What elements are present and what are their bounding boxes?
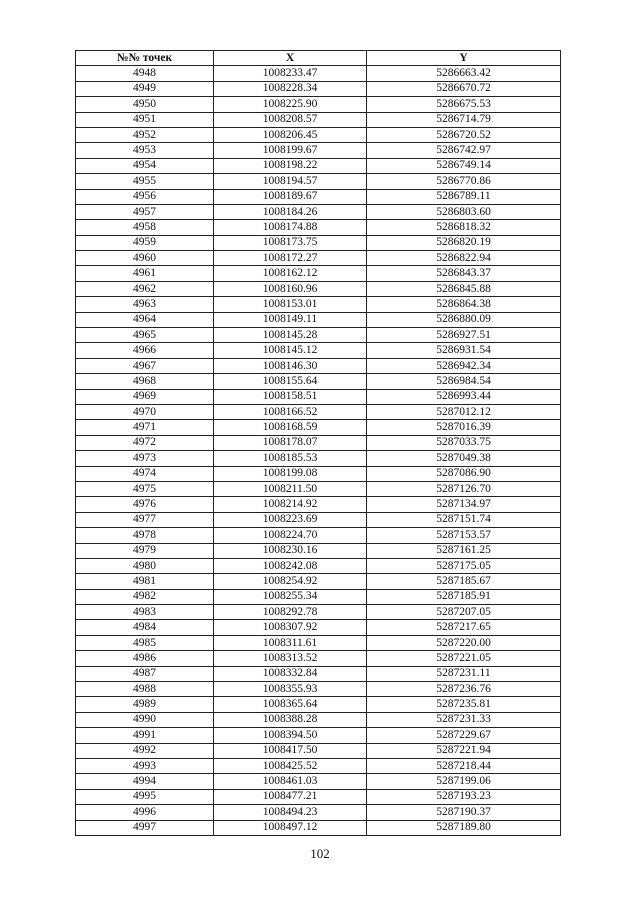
header-point-number: №№ точек — [76, 51, 214, 66]
cell-point-number: 4983 — [76, 605, 214, 620]
table-row — [76, 220, 561, 235]
table-row — [76, 328, 561, 343]
cell-point-number: 4963 — [76, 297, 214, 312]
cell-point-number: 4964 — [76, 312, 214, 327]
table-row — [76, 281, 561, 296]
cell-x: 1008307.92 — [214, 620, 367, 635]
cell-x: 1008254.92 — [214, 574, 367, 589]
cell-point-number: 4961 — [76, 266, 214, 281]
cell-point-number: 4986 — [76, 651, 214, 666]
table-row — [76, 420, 561, 435]
cell-point-number: 4994 — [76, 774, 214, 789]
cell-point-number: 4968 — [76, 374, 214, 389]
cell-y: 5287236.76 — [367, 682, 561, 697]
cell-point-number: 4991 — [76, 728, 214, 743]
cell-point-number: 4980 — [76, 558, 214, 573]
cell-x: 1008158.51 — [214, 389, 367, 404]
cell-y: 5286675.53 — [367, 97, 561, 112]
cell-x: 1008189.67 — [214, 189, 367, 204]
table-row — [76, 204, 561, 219]
cell-x: 1008166.52 — [214, 404, 367, 419]
cell-y: 5287151.74 — [367, 512, 561, 527]
table-row — [76, 666, 561, 681]
cell-y: 5286803.60 — [367, 204, 561, 219]
cell-y: 5286822.94 — [367, 251, 561, 266]
cell-y: 5286984.54 — [367, 374, 561, 389]
cell-x: 1008242.08 — [214, 558, 367, 573]
table-row — [76, 389, 561, 404]
cell-y: 5287193.23 — [367, 789, 561, 804]
cell-x: 1008224.70 — [214, 528, 367, 543]
cell-x: 1008178.07 — [214, 435, 367, 450]
cell-point-number: 4982 — [76, 589, 214, 604]
table-row — [76, 112, 561, 127]
cell-point-number: 4987 — [76, 666, 214, 681]
cell-y: 5287161.25 — [367, 543, 561, 558]
cell-point-number: 4960 — [76, 251, 214, 266]
cell-point-number: 4985 — [76, 635, 214, 650]
table-row — [76, 697, 561, 712]
cell-y: 5286670.72 — [367, 81, 561, 96]
cell-x: 1008160.96 — [214, 281, 367, 296]
table-row — [76, 528, 561, 543]
cell-point-number: 4974 — [76, 466, 214, 481]
table-row — [76, 343, 561, 358]
cell-y: 5286864.38 — [367, 297, 561, 312]
cell-y: 5287033.75 — [367, 435, 561, 450]
cell-y: 5287221.94 — [367, 743, 561, 758]
page-number: 102 — [310, 846, 330, 861]
cell-point-number: 4953 — [76, 143, 214, 158]
cell-point-number: 4978 — [76, 528, 214, 543]
cell-point-number: 4962 — [76, 281, 214, 296]
cell-y: 5287126.70 — [367, 481, 561, 496]
cell-y: 5287190.37 — [367, 805, 561, 820]
cell-y: 5286749.14 — [367, 158, 561, 173]
cell-y: 5286789.11 — [367, 189, 561, 204]
table-row — [76, 682, 561, 697]
table-row — [76, 481, 561, 496]
cell-x: 1008153.01 — [214, 297, 367, 312]
cell-x: 1008388.28 — [214, 712, 367, 727]
cell-y: 5287217.65 — [367, 620, 561, 635]
cell-x: 1008206.45 — [214, 127, 367, 142]
cell-y: 5287231.33 — [367, 712, 561, 727]
cell-x: 1008174.88 — [214, 220, 367, 235]
cell-x: 1008228.34 — [214, 81, 367, 96]
cell-point-number: 4993 — [76, 758, 214, 773]
cell-y: 5286843.37 — [367, 266, 561, 281]
cell-point-number: 4984 — [76, 620, 214, 635]
cell-x: 1008162.12 — [214, 266, 367, 281]
cell-point-number: 4967 — [76, 358, 214, 373]
cell-y: 5287221.05 — [367, 651, 561, 666]
table-row — [76, 651, 561, 666]
cell-y: 5286714.79 — [367, 112, 561, 127]
cell-point-number: 4976 — [76, 497, 214, 512]
table-row — [76, 758, 561, 773]
cell-x: 1008292.78 — [214, 605, 367, 620]
cell-point-number: 4975 — [76, 481, 214, 496]
cell-x: 1008185.53 — [214, 451, 367, 466]
table-row — [76, 81, 561, 96]
cell-x: 1008230.16 — [214, 543, 367, 558]
cell-x: 1008233.47 — [214, 66, 367, 81]
cell-x: 1008332.84 — [214, 666, 367, 681]
cell-y: 5287229.67 — [367, 728, 561, 743]
cell-x: 1008172.27 — [214, 251, 367, 266]
cell-x: 1008199.08 — [214, 466, 367, 481]
cell-y: 5287207.05 — [367, 605, 561, 620]
cell-x: 1008184.26 — [214, 204, 367, 219]
cell-point-number: 4989 — [76, 697, 214, 712]
cell-y: 5286720.52 — [367, 127, 561, 142]
table-row — [76, 558, 561, 573]
cell-y: 5286927.51 — [367, 328, 561, 343]
cell-y: 5287175.05 — [367, 558, 561, 573]
table-row — [76, 127, 561, 142]
cell-x: 1008311.61 — [214, 635, 367, 650]
table-row — [76, 466, 561, 481]
table-row — [76, 574, 561, 589]
cell-point-number: 4973 — [76, 451, 214, 466]
table-row — [76, 635, 561, 650]
cell-y: 5287049.38 — [367, 451, 561, 466]
table-row — [76, 712, 561, 727]
table-row — [76, 174, 561, 189]
cell-x: 1008223.69 — [214, 512, 367, 527]
cell-x: 1008494.23 — [214, 805, 367, 820]
cell-x: 1008198.22 — [214, 158, 367, 173]
table-row — [76, 266, 561, 281]
table-row — [76, 451, 561, 466]
header-x: X — [214, 51, 367, 66]
cell-x: 1008461.03 — [214, 774, 367, 789]
cell-y: 5286931.54 — [367, 343, 561, 358]
table-row — [76, 312, 561, 327]
cell-point-number: 4990 — [76, 712, 214, 727]
cell-y: 5287016.39 — [367, 420, 561, 435]
cell-y: 5287086.90 — [367, 466, 561, 481]
cell-point-number: 4951 — [76, 112, 214, 127]
cell-point-number: 4972 — [76, 435, 214, 450]
cell-point-number: 4992 — [76, 743, 214, 758]
cell-x: 1008477.21 — [214, 789, 367, 804]
table-row — [76, 158, 561, 173]
cell-point-number: 4997 — [76, 820, 214, 835]
cell-y: 5286993.44 — [367, 389, 561, 404]
cell-point-number: 4957 — [76, 204, 214, 219]
table-row — [76, 143, 561, 158]
table-row — [76, 743, 561, 758]
cell-point-number: 4952 — [76, 127, 214, 142]
table-row — [76, 435, 561, 450]
cell-x: 1008417.50 — [214, 743, 367, 758]
cell-point-number: 4988 — [76, 682, 214, 697]
cell-y: 5286742.97 — [367, 143, 561, 158]
cell-y: 5287231.11 — [367, 666, 561, 681]
cell-x: 1008173.75 — [214, 235, 367, 250]
table-row — [76, 66, 561, 81]
table-row — [76, 97, 561, 112]
cell-y: 5287199.06 — [367, 774, 561, 789]
table-body — [76, 66, 561, 836]
table-row — [76, 728, 561, 743]
cell-y: 5286942.34 — [367, 358, 561, 373]
cell-y: 5287220.00 — [367, 635, 561, 650]
header-row — [76, 51, 561, 66]
cell-y: 5286770.86 — [367, 174, 561, 189]
cell-y: 5287185.91 — [367, 589, 561, 604]
cell-x: 1008425.52 — [214, 758, 367, 773]
table-header — [76, 51, 561, 66]
table-row — [76, 820, 561, 835]
cell-point-number: 4950 — [76, 97, 214, 112]
cell-x: 1008194.57 — [214, 174, 367, 189]
table-row — [76, 235, 561, 250]
cell-x: 1008168.59 — [214, 420, 367, 435]
table-row — [76, 774, 561, 789]
table-row — [76, 620, 561, 635]
cell-point-number: 4979 — [76, 543, 214, 558]
table-row — [76, 805, 561, 820]
table-row — [76, 374, 561, 389]
table-row — [76, 358, 561, 373]
cell-y: 5287218.44 — [367, 758, 561, 773]
table-row — [76, 512, 561, 527]
cell-x: 1008225.90 — [214, 97, 367, 112]
cell-x: 1008365.64 — [214, 697, 367, 712]
cell-y: 5286880.09 — [367, 312, 561, 327]
table-row — [76, 404, 561, 419]
cell-x: 1008146.30 — [214, 358, 367, 373]
table-row — [76, 605, 561, 620]
cell-y: 5287134.97 — [367, 497, 561, 512]
cell-point-number: 4949 — [76, 81, 214, 96]
header-y: Y — [367, 51, 561, 66]
cell-point-number: 4969 — [76, 389, 214, 404]
cell-y: 5286820.19 — [367, 235, 561, 250]
cell-point-number: 4958 — [76, 220, 214, 235]
cell-x: 1008199.67 — [214, 143, 367, 158]
cell-x: 1008145.12 — [214, 343, 367, 358]
table-row — [76, 189, 561, 204]
cell-x: 1008145.28 — [214, 328, 367, 343]
cell-x: 1008313.52 — [214, 651, 367, 666]
cell-point-number: 4996 — [76, 805, 214, 820]
cell-y: 5287235.81 — [367, 697, 561, 712]
cell-point-number: 4995 — [76, 789, 214, 804]
cell-point-number: 4971 — [76, 420, 214, 435]
cell-y: 5287185.67 — [367, 574, 561, 589]
cell-point-number: 4954 — [76, 158, 214, 173]
cell-y: 5287012.12 — [367, 404, 561, 419]
cell-point-number: 4959 — [76, 235, 214, 250]
cell-x: 1008155.64 — [214, 374, 367, 389]
table-row — [76, 497, 561, 512]
cell-x: 1008497.12 — [214, 820, 367, 835]
table-row — [76, 297, 561, 312]
cell-x: 1008394.50 — [214, 728, 367, 743]
cell-x: 1008214.92 — [214, 497, 367, 512]
cell-point-number: 4966 — [76, 343, 214, 358]
cell-x: 1008208.57 — [214, 112, 367, 127]
cell-x: 1008149.11 — [214, 312, 367, 327]
cell-point-number: 4981 — [76, 574, 214, 589]
cell-x: 1008211.50 — [214, 481, 367, 496]
table-row — [76, 543, 561, 558]
cell-point-number: 4956 — [76, 189, 214, 204]
cell-point-number: 4955 — [76, 174, 214, 189]
cell-x: 1008355.93 — [214, 682, 367, 697]
cell-y: 5287189.80 — [367, 820, 561, 835]
coordinates-table — [75, 50, 561, 836]
table-row — [76, 589, 561, 604]
cell-y: 5287153.57 — [367, 528, 561, 543]
cell-point-number: 4970 — [76, 404, 214, 419]
table-row — [76, 789, 561, 804]
cell-point-number: 4977 — [76, 512, 214, 527]
cell-point-number: 4965 — [76, 328, 214, 343]
cell-point-number: 4948 — [76, 66, 214, 81]
cell-x: 1008255.34 — [214, 589, 367, 604]
cell-y: 5286818.32 — [367, 220, 561, 235]
cell-y: 5286845.88 — [367, 281, 561, 296]
table-row — [76, 251, 561, 266]
cell-y: 5286663.42 — [367, 66, 561, 81]
